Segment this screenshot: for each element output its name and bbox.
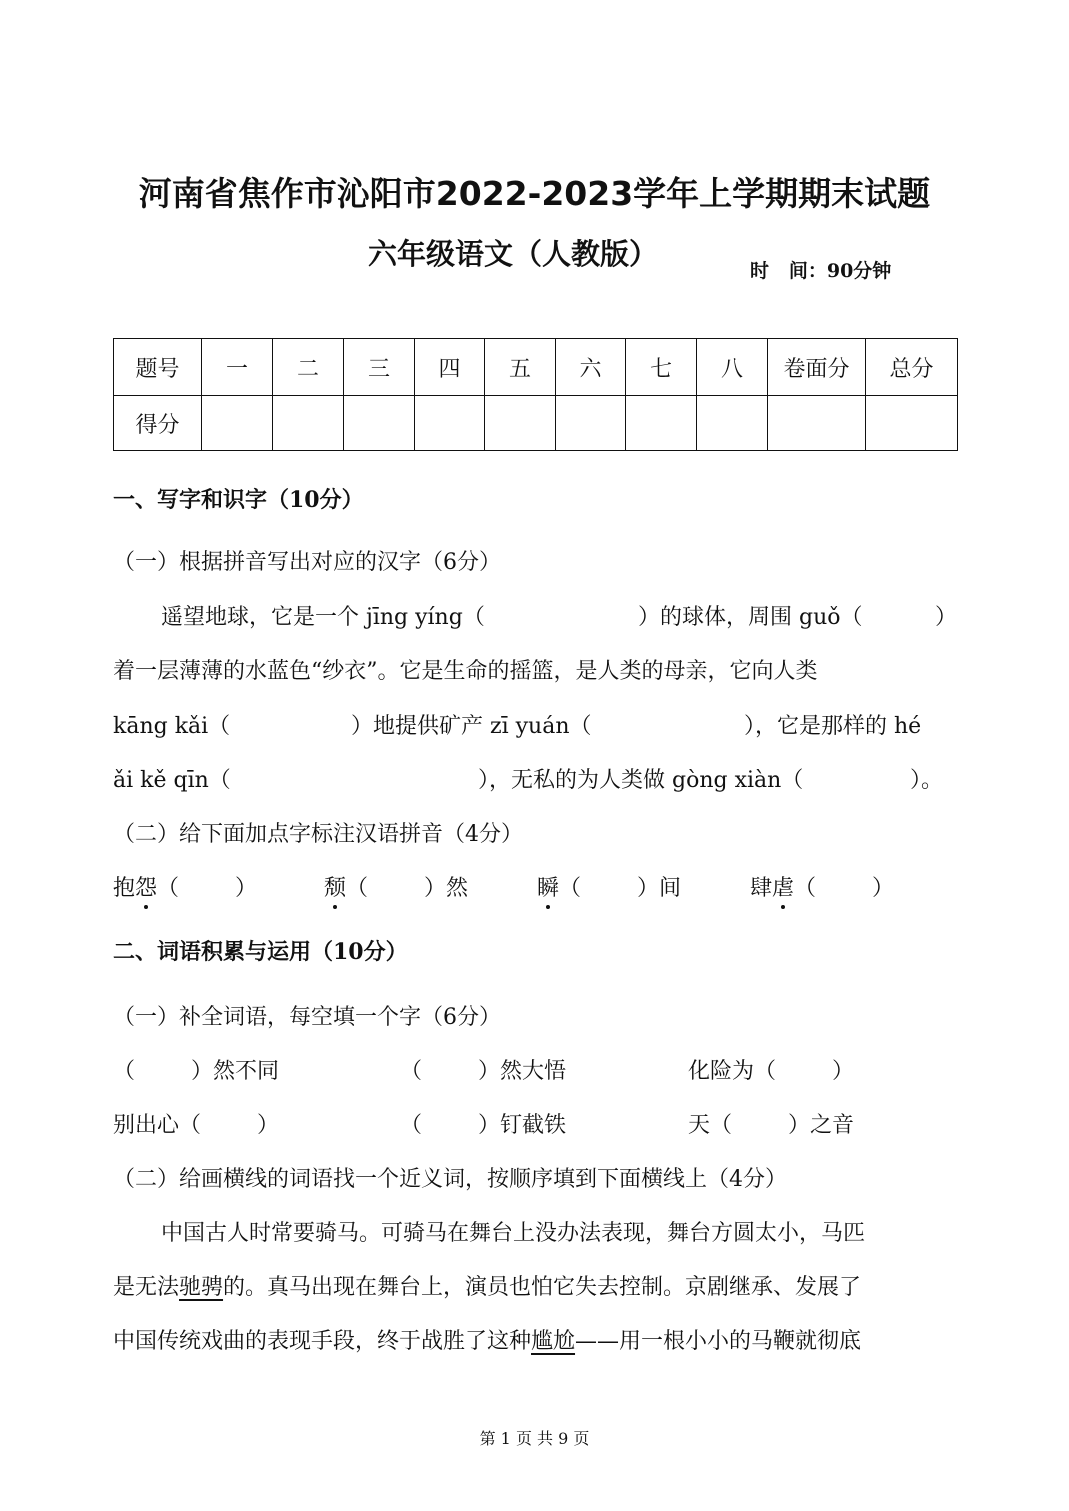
score-header-row — [114, 339, 958, 396]
s1p1-line4-b: ），无私的为人类做 gòng xiàn（ — [478, 768, 804, 793]
pinyin-item-3-blank: （ ）间 — [559, 876, 681, 901]
score-cell[interactable] — [485, 396, 556, 451]
score-header-cell: 总分 — [866, 339, 958, 396]
score-header-cell: 五 — [485, 339, 556, 396]
word-fill-1: （ ）然不同 — [113, 1059, 279, 1084]
word-fill-5: （ ）钉截铁 — [400, 1113, 566, 1138]
passage-line-3 — [113, 1324, 861, 1355]
score-cell[interactable] — [866, 396, 958, 451]
passage-line-2 — [113, 1270, 861, 1301]
score-header-cell: 二 — [273, 339, 344, 396]
exam-time: 时 间：90分钟 — [750, 260, 892, 282]
s1p1-line2: 着一层薄薄的水蓝色“纱衣”。它是生命的摇篮，是人类的母亲，它向人类 — [113, 659, 818, 684]
score-header-cell: 七 — [626, 339, 697, 396]
s1p1-line4-a: ǎi kě qīn（ — [113, 768, 231, 793]
section2-part2-heading: （二）给画横线的词语找一个近义词，按顺序填到下面横线上（4分） — [113, 1167, 787, 1192]
passage-text: ——用一根小小的马鞭就彻底 — [575, 1329, 862, 1354]
score-table — [113, 338, 958, 451]
page-footer: 第 1 页 共 9 页 — [479, 1429, 590, 1448]
pinyin-item-4-blank: （ ） — [794, 876, 894, 901]
section1-heading: 一、写字和识字（10分） — [113, 487, 364, 513]
score-row-label: 得分 — [114, 396, 202, 451]
score-cell[interactable] — [697, 396, 768, 451]
section1-part2-heading: （二）给下面加点字标注汉语拼音（4分） — [113, 822, 523, 847]
word-fill-4: 别出心（ ） — [113, 1113, 279, 1138]
passage-text: 的。真马出现在舞台上，演员也怕它失去控制。京剧继承、发展了 — [223, 1275, 862, 1300]
passage-line-1: 中国古人时常要骑马。可骑马在舞台上没办法表现，舞台方圆太小，马匹 — [161, 1221, 866, 1246]
word-fill-3: 化险为（ ） — [688, 1059, 854, 1084]
score-header-cell: 卷面分 — [768, 339, 866, 396]
s1p1-line1-a: 遥望地球，它是一个 jīng yíng（ — [161, 605, 485, 630]
section2-heading: 二、词语积累与运用（10分） — [113, 939, 408, 965]
s1p1-line3-a: kāng kǎi（ — [113, 714, 231, 739]
score-header-cell: 一 — [202, 339, 273, 396]
score-header-cell: 八 — [697, 339, 768, 396]
pinyin-item-2 — [324, 871, 468, 902]
dotted-char: 虐 — [772, 871, 794, 902]
exam-subtitle: 六年级语文（人教版） — [368, 237, 659, 271]
dotted-char: 怨 — [135, 871, 157, 902]
section1-part1-heading: （一）根据拼音写出对应的汉字（6分） — [113, 550, 501, 575]
s1p1-line3-b: ）地提供矿产 zī yuán（ — [351, 714, 592, 739]
section2-part1-heading: （一）补全词语，每空填一个字（6分） — [113, 1005, 501, 1030]
underlined-word: 驰骋 — [179, 1275, 224, 1300]
pinyin-item-4 — [750, 871, 894, 902]
score-header-cell: 题号 — [114, 339, 202, 396]
score-header-cell: 四 — [415, 339, 485, 396]
word-fill-2: （ ）然大悟 — [400, 1059, 566, 1084]
passage-text: 中国传统戏曲的表现手段，终于战胜了这种 — [113, 1329, 532, 1354]
s1p1-line4-c: ）。 — [910, 768, 944, 793]
score-cell[interactable] — [202, 396, 273, 451]
score-cell[interactable] — [344, 396, 415, 451]
score-cell[interactable] — [273, 396, 344, 451]
pinyin-item-3 — [537, 871, 681, 902]
pinyin-item-1-blank: （ ） — [157, 876, 257, 901]
dotted-char: 瞬 — [537, 871, 559, 902]
pinyin-item-1 — [113, 871, 257, 902]
underlined-word: 尴尬 — [531, 1329, 576, 1354]
s1p1-line1-b: ）的球体，周围 guǒ（ — [638, 605, 863, 630]
score-header-cell: 六 — [556, 339, 626, 396]
pinyin-item-4-char: 肆 — [750, 876, 773, 901]
pinyin-item-2-blank: （ ）然 — [346, 876, 468, 901]
pinyin-item-1-char: 抱 — [113, 876, 136, 901]
s1p1-line3-c: ），它是那样的 hé — [744, 714, 922, 739]
word-fill-6: 天（ ）之音 — [688, 1113, 854, 1138]
score-cell[interactable] — [626, 396, 697, 451]
passage-text: 是无法 — [113, 1275, 180, 1300]
s1p1-line1-c: ） — [935, 605, 958, 630]
score-cell[interactable] — [415, 396, 485, 451]
score-cell[interactable] — [768, 396, 866, 451]
score-value-row — [114, 396, 958, 451]
score-cell[interactable] — [556, 396, 626, 451]
score-header-cell: 三 — [344, 339, 415, 396]
dotted-char: 颓 — [324, 871, 346, 902]
exam-title: 河南省焦作市沁阳市2022-2023学年上学期期末试题 — [138, 174, 931, 213]
